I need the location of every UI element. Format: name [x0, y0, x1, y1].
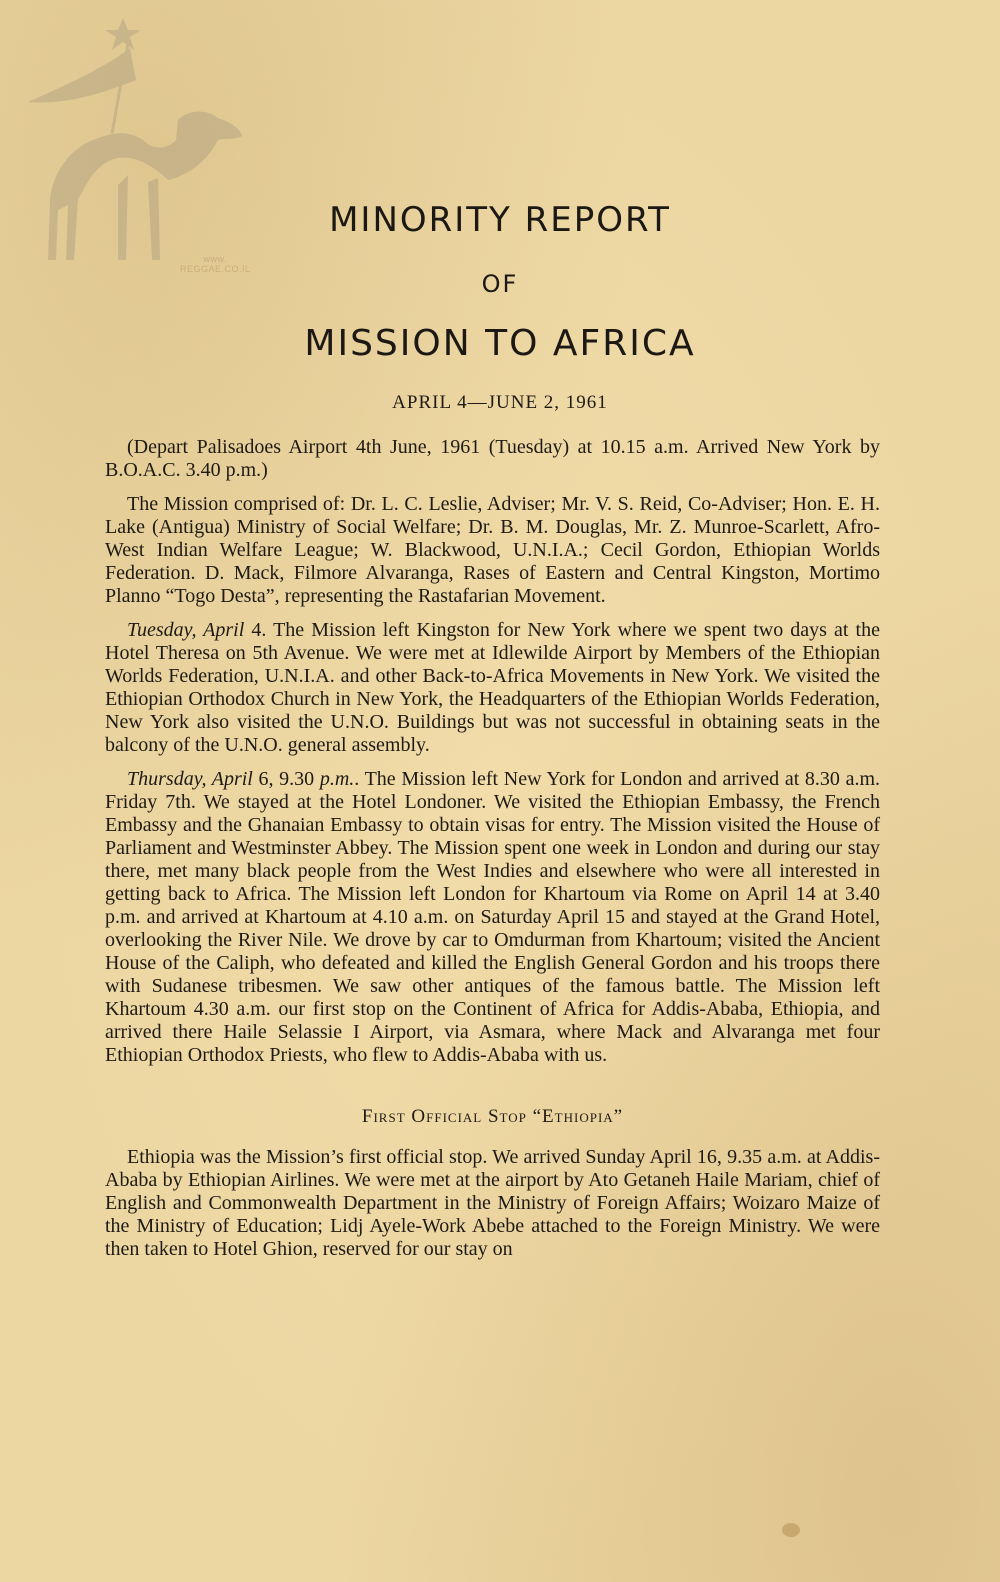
paragraph-text: . The Mission left New York for London and arrived at 8.30 a.m. Friday 7th. We stayed at the Hotel Londoner. We visited the Ethiopian Embassy, the French Embassy and the Ghanaian Embassy to obtain visas for entry. The Mission visited the House of Parliament and Westminster Abbey. The Mission spent one week in London and during our stay there, met many black people from the West Indies and elsewhere who were all interested in getting back to Africa. The Mission left London for Khartoum via Rome on April 14 at 3.40 p.m. and arrived at Khartoum at 4.10 a.m. on Saturday April 15 and stayed at the Grand Hotel, overlooking the River Nile. We drove by car to Omdurman from Khartoum; visited the Ancient House of the Caliph, who defeated and killed the English General Gordon and his troops there with Sudanese tribesmen. We saw other antiques of the famous battle. The Mission left Khartoum 4.30 a.m. our first stop on the Continent of Africa for Addis-Ababa, Ethiopia, and arrived there Haile Selassie I Airport, via Asmara, where Mack and Alvaranga met four Ethiopian Orthodox Priests, who flew to Addis-Ababa with us.	[105, 768, 881, 1066]
section-heading: First Official Stop “Ethiopia”	[361, 1106, 624, 1127]
report-body	[105, 436, 880, 1272]
report-title: MINORITY REPORT	[329, 200, 671, 240]
date-range: APRIL 4—JUNE 2, 1961	[392, 392, 608, 413]
watermark-line: REGGAE.CO.IL	[180, 264, 251, 274]
paragraph-ethiopia: Ethiopia was the Mission’s first official stop. We arrived Sunday April 16, 9.35 a.m. at Addis-Ababa by Ethiopian Airlines. We were met at the airport by Ato Getaneh Haile Mariam, chief of English and Commonwealth Department in the Ministry of Foreign Affairs; Woizaro Maize of the Ministry of Education; Lidj Ayele-Work Abebe attached to the Foreign Ministry. We were then taken to Hotel Ghion, reserved for our stay on	[105, 1146, 880, 1260]
report-title-of: OF	[481, 270, 519, 298]
paragraph-depart: (Depart Palisadoes Airport 4th June, 1961 (Tuesday) at 10.15 a.m. Arrived New York by B.O.A.C. 3.40 p.m.)	[105, 436, 880, 481]
paper-stain	[782, 1523, 800, 1537]
watermark-line: www.	[203, 254, 228, 264]
paragraph-text: 4. The Mission left Kingston for New York where we spent two days at the Hotel Theresa on 5th Avenue. We were met at Idlewilde Airport by Members of the Ethiopian Worlds Federation, U.N.I.A. and other Back-to-Africa Movements in New York. We visited the Ethiopian Orthodox Church in New York, the Headquarters of the Ethiopian Worlds Federation, New York also visited the U.N.O. Buildings but was not successful in obtaining seats in the balcony of the U.N.O. general assembly.	[105, 619, 880, 756]
paragraph-time: 6, 9.30	[252, 768, 320, 790]
paragraph-mission-members: The Mission comprised of: Dr. L. C. Leslie, Adviser; Mr. V. S. Reid, Co-Adviser; Hon. E. H. Lake (Antigua) Ministry of Social Welfare; Dr. B. M. Douglas, Mr. Z. Munroe-Scarlett, Afro-West Indian Welfare League; W. Blackwood, U.N.I.A.; Cecil Gordon, Ethiopian Worlds Federation. D. Mack, Filmore Alvaranga, Rases of Eastern and Central Kingston, Mortimo Planno “Togo Desta”, representing the Rastafarian Movement.	[105, 493, 880, 607]
paragraph-date-lead: Tuesday, April	[127, 619, 245, 641]
paragraph-time-suffix: p.m.	[319, 768, 355, 790]
paragraph-thursday	[105, 768, 880, 1067]
paragraph-tuesday	[105, 619, 880, 757]
paragraph-date-lead: Thursday, April	[127, 768, 253, 790]
report-subtitle: MISSION TO AFRICA	[304, 323, 696, 364]
